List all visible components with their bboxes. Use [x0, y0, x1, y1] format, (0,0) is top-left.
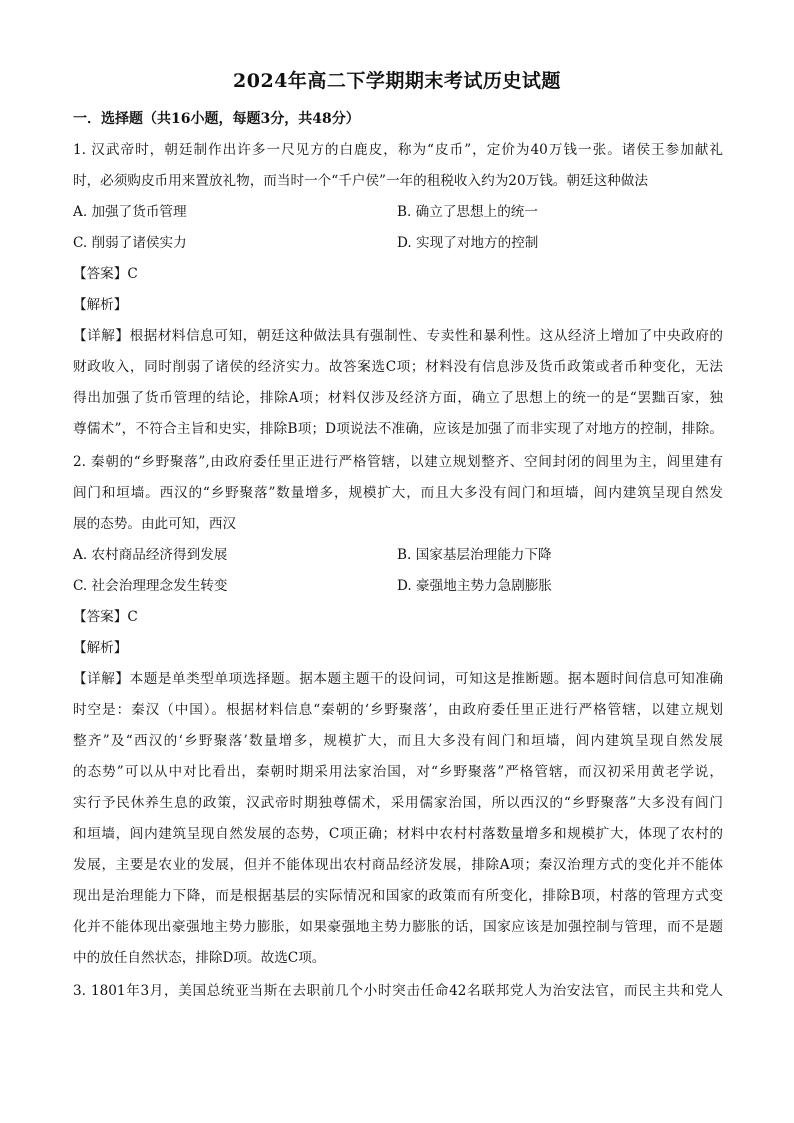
q2-stem-line: 展的态势。由此可知，西汉 — [73, 516, 237, 532]
document-title: 2024年高二下学期期末考试历史试题 — [233, 70, 561, 92]
q2-answer: 【答案】C — [73, 609, 138, 625]
q1-stem-line: 时，必须购皮币用来置放礼物，而当时一个“千户侯”一年的租税收入约为20万钱。朝廷这种做法 — [73, 173, 648, 189]
q2-detail-line: 时空是：秦汉（中国）。根据材料信息“秦朝的‘乡野聚落’，由政府委任里正进行严格管辖，以建立规划 — [73, 702, 723, 718]
q1-option-b: B. 确立了思想上的统一 — [397, 204, 538, 220]
q1-answer: 【答案】C — [73, 266, 138, 282]
q1-option-a: A. 加强了货币管理 — [73, 204, 187, 220]
q2-detail-line: 现出是治理能力下降，而是根据基层的实际情况和国家的政策而有所变化，排除B项，村落的管理方式变 — [73, 888, 723, 904]
q1-analysis-label: 【解析】 — [73, 297, 128, 313]
q2-detail-line: 【详解】本题是单类型单项选择题。据本题主题干的设问词，可知这是推断题。据本题时间信息可知准确 — [73, 671, 723, 687]
q2-stem-line: 闾门和垣墙。西汉的“乡野聚落”数量增多，规模扩大，而且大多没有闾门和垣墙，闾内建筑呈现自然发 — [73, 485, 723, 501]
q2-option-d: D. 豪强地主势力急剧膨胀 — [397, 578, 552, 594]
q2-detail-line: 发展，主要是农业的发展，但并不能体现出农村商品经济发展，排除A项；秦汉治理方式的变化并不能体 — [73, 857, 723, 873]
q2-option-b: B. 国家基层治理能力下降 — [397, 547, 552, 563]
q1-detail-line: 财政收入，同时削弱了诸侯的经济实力。故答案选C项；材料没有信息涉及货币政策或者币种变化，无法 — [73, 359, 723, 375]
q1-option-c: C. 削弱了诸侯实力 — [73, 235, 187, 251]
q1-detail-line: 尊儒术”，不符合主旨和史实，排除B项；D项说法不准确，应该是加强了而非实现了对地方的控制，排除。 — [73, 421, 723, 437]
q2-stem-line: 2. 秦朝的“乡野聚落”,由政府委任里正进行严格管辖，以建立规划整齐、空间封闭的闾里为主，闾里建有 — [73, 454, 723, 470]
q2-detail-line: 化并不能体现出豪强地主势力膨胀，如果豪强地主势力膨胀的话，国家应该是加强控制与管理，而不是题 — [73, 919, 723, 935]
q1-stem-line: 1. 汉武帝时，朝廷制作出许多一尺见方的白鹿皮，称为“皮币”，定价为40万钱一张。诸侯王参加献礼 — [73, 142, 723, 158]
q2-detail-line: 实行予民休养生息的政策，汉武帝时期独尊儒术，采用儒家治国，所以西汉的“乡野聚落”大多没有闾门 — [73, 795, 723, 811]
q1-detail-line: 得出加强了货币管理的结论，排除A项；材料仅涉及经济方面，确立了思想上的统一的是“罢黜百家，独 — [73, 390, 723, 406]
q2-detail-line: 整齐”及“西汉的‘乡野聚落’数量增多，规模扩大，而且大多没有闾门和垣墙，闾内建筑呈现自然发展 — [73, 733, 723, 749]
q2-option-a: A. 农村商品经济得到发展 — [73, 547, 228, 563]
q2-detail-line: 的态势”可以从中对比看出，秦朝时期采用法家治国，对“乡野聚落”严格管辖，而汉初采用黄老学说， — [73, 764, 723, 780]
q3-stem-line: 3. 1801年3月，美国总统亚当斯在去职前几个小时突击任命42名联邦党人为治安法官，而民主共和党人 — [73, 983, 723, 999]
q2-option-c: C. 社会治理理念发生转变 — [73, 578, 228, 594]
q2-detail-line: 中的放任自然状态，排除D项。故选C项。 — [73, 950, 326, 966]
section-heading: 一．选择题（共16小题，每题3分，共48分） — [73, 111, 360, 127]
q1-detail-line: 【详解】根据材料信息可知，朝廷这种做法具有强制性、专卖性和暴利性。这从经济上增加了中央政府的 — [73, 328, 723, 344]
q1-option-d: D. 实现了对地方的控制 — [397, 235, 539, 251]
q2-detail-line: 和垣墙，闾内建筑呈现自然发展的态势，C项正确；材料中农村村落数量增多和规模扩大，体现了农村的 — [73, 826, 723, 842]
q2-analysis-label: 【解析】 — [73, 640, 128, 656]
